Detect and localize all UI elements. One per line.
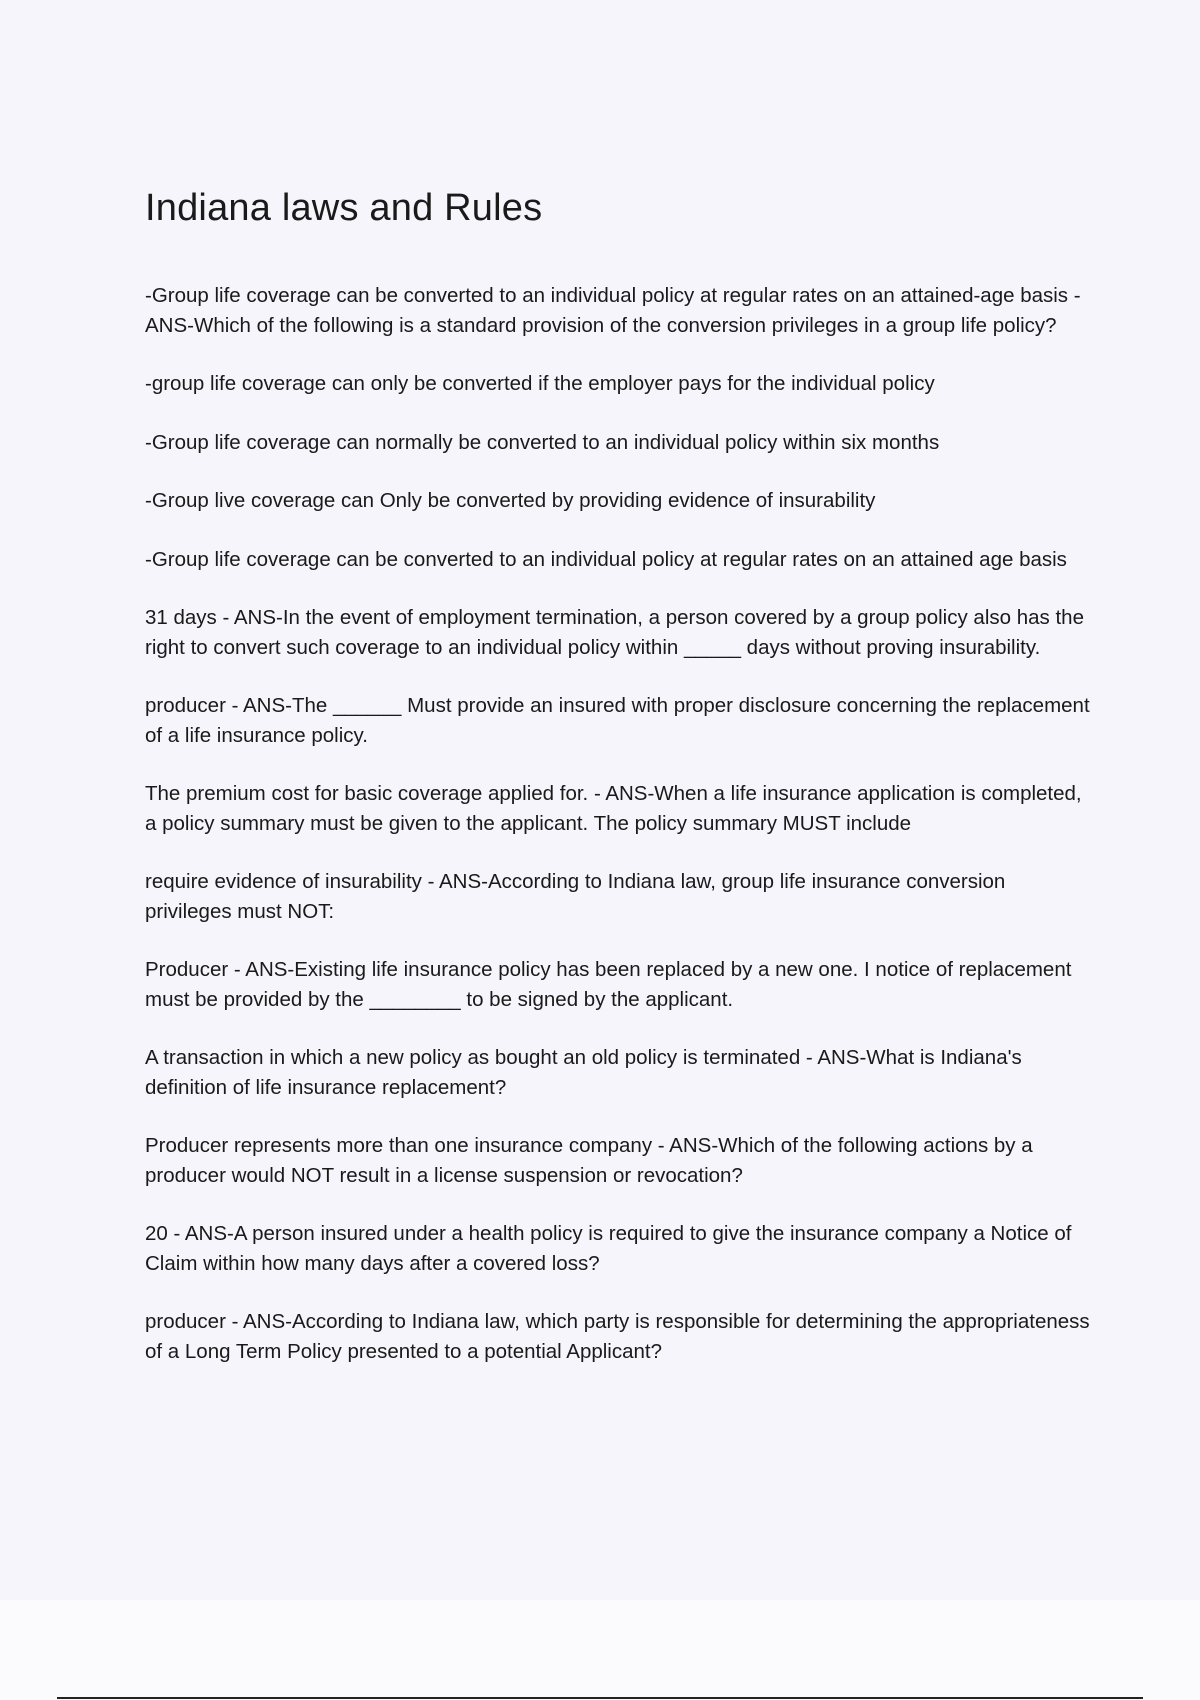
qa-entry-8: The premium cost for basic coverage applied for. - ANS-When a life insurance application is completed, a policy summary must be given to the applicant. The policy summary MUST include <box>145 782 1082 835</box>
qa-entry-5: -Group life coverage can be converted to an individual policy at regular rates on an attained age basis <box>145 547 1067 571</box>
footer-divider <box>57 1697 1143 1699</box>
qa-entry-6: 31 days - ANS-In the event of employment termination, a person covered by a group policy also has the right to convert such coverage to an individual policy within _____ days without proving insurability. <box>145 606 1084 659</box>
qa-entry-2: -group life coverage can only be converted if the employer pays for the individual policy <box>145 372 935 395</box>
qa-entry-12: Producer represents more than one insurance company - ANS-Which of the following actions by a producer would NOT result in a license suspension or revocation? <box>145 1134 1033 1187</box>
qa-entry-9: require evidence of insurability - ANS-According to Indiana law, group life insurance conversion privileges must NOT: <box>145 870 1006 923</box>
document-content <box>145 183 1095 1395</box>
qa-entry-3: -Group life coverage can normally be converted to an individual policy within six months <box>145 430 940 454</box>
qa-entry-10: Producer - ANS-Existing life insurance policy has been replaced by a new one. I notice of replacement must be provided by the ________ to be signed by the applicant. <box>145 958 1072 1011</box>
qa-entry-14: producer - ANS-According to Indiana law, which party is responsible for determining the appropriateness of a Long Term Policy presented to a potential Applicant? <box>145 1310 1090 1363</box>
qa-entry-11: A transaction in which a new policy as bought an old policy is terminated - ANS-What is Indiana's definition of life insurance replacement? <box>145 1046 1022 1099</box>
qa-entry-1: -Group life coverage can be converted to an individual policy at regular rates on an attained-age basis - ANS-Which of the following is a standard provision of the conversion privileges in a group life policy? <box>145 284 1081 337</box>
page-title: Indiana laws and Rules <box>145 187 543 229</box>
qa-entry-13: 20 - ANS-A person insured under a health policy is required to give the insurance company a Notice of Claim within how many days after a covered loss? <box>145 1222 1072 1275</box>
page-footer-area <box>0 1600 1200 1700</box>
qa-entry-7: producer - ANS-The ______ Must provide an insured with proper disclosure concerning the replacement of a life insurance policy. <box>145 694 1090 747</box>
qa-entry-4: -Group live coverage can Only be converted by providing evidence of insurability <box>145 489 876 512</box>
